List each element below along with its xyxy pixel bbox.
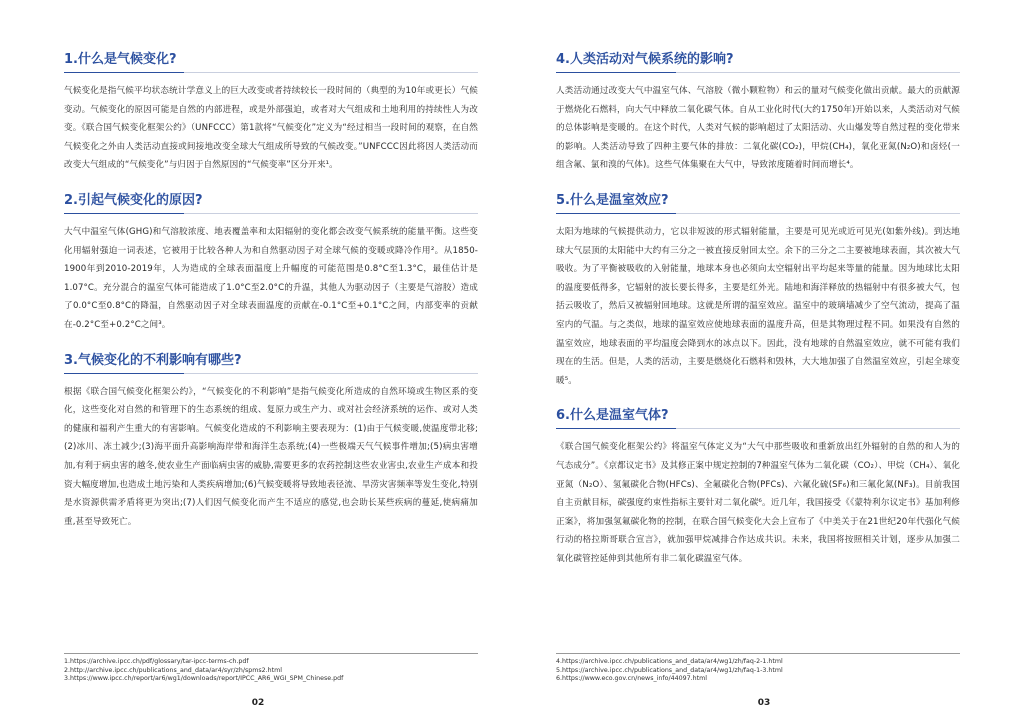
section-adverse-impacts bbox=[64, 349, 478, 532]
section-greenhouse-gases bbox=[556, 404, 960, 568]
section-body: 根据《联合国气候变化框架公约》，“气候变化的不利影响”是指气候变化所造成的自然环境或生物区系的变化，这些变化对自然的和管理下的生态系统的组成、复原力或生产力、或对社会经济系统的运作、或对人类的健康和福利产生重大的有害影响。气候变化造成的不利影响主要表现为：(1)由于气候变暖,使温度带北移;(2)冰川、冻土减少;(3)海平面升高影响海岸带和海洋生态系统;(4)一些极端天气气候事件增加;(5)病虫害增加,有利于病虫害的越冬,使农业生产面临病虫害的威胁,需要更多的农药控制这些农业害虫,农业生产成本和投资大幅度增加,也造成土地污染和人类疾病增加;(6)气候变暖将导致地表径流、旱涝灾害频率等发生变化,特别是水资源供需矛盾将更为突出;(7)人们因气候变化而产生不适应的感觉,也会助长某些疾病的蔓延,使病痛加重,甚至导致死亡。 bbox=[64, 386, 478, 527]
section-title: 6.什么是温室气体? bbox=[556, 404, 960, 429]
section-title: 3.气候变化的不利影响有哪些? bbox=[64, 349, 478, 374]
footnote-link[interactable]: 2.http://archive.ipcc.ch/publications_and_data/ar4/syr/zh/spms2.html bbox=[64, 666, 283, 674]
section-greenhouse-effect bbox=[556, 189, 960, 390]
footnotes bbox=[64, 653, 478, 684]
section-body: 人类活动通过改变大气中温室气体、气溶胶（微小颗粒物）和云的量对气候变化做出贡献。最大的贡献源于燃烧化石燃料，向大气中释放二氧化碳气体。自从工业化时代(大约1750年)开始以来，人类活动对气候的总体影响是变暖的。在这个时代，人类对气候的影响超过了太阳活动、火山爆发等自然过程的变化带来的影响。人类活动导致了四种主要气体的排放：二氧化碳(CO₂)，甲烷(CH₄)，氧化亚氮(N₂O)和卤烃(一组含氟、氯和溴的气体)。这些气体集聚在大气中，导致浓度随着时间而增长⁴。 bbox=[556, 86, 960, 171]
footnotes bbox=[556, 653, 960, 684]
page-number: 03 bbox=[757, 698, 771, 708]
footnote-link[interactable]: 1.https://archive.ipcc.ch/pdf/glossary/tar-ipcc-terms-ch.pdf bbox=[64, 658, 249, 666]
section-climate-change-causes bbox=[64, 189, 478, 335]
page-number: 02 bbox=[251, 698, 265, 708]
footnote-link[interactable]: 5.https://archive.ipcc.ch/publications_and_data/ar4/wg1/zh/faq-1-3.html bbox=[556, 666, 783, 674]
section-body: 《联合国气候变化框架公约》将温室气体定义为“大气中那些吸收和重新放出红外辐射的自然的和人为的气态成分”。《京都议定书》及其修正案中规定控制的7种温室气体为二氧化碳（CO₂）、甲烷（CH₄）、氧化亚氮（N₂O）、氢氟碳化合物(HFCs)、全氟碳化合物(PFCs)、六氟化硫(SF₆)和三氟化氮(NF₃)。目前我国自主贡献目标，碳强度约束性指标主要针对二氧化碳⁶。近几年，我国接受《《蒙特利尔议定书》基加利修正案》，将加强氢氟碳化物的控制，在联合国气候变化大会上宣布了《中美关于在21世纪20年代强化气候行动的格拉斯哥联合宣言》，就加强甲烷减排合作达成共识。未来，我国将按照相关计划，逐步从加强二氧化碳管控延伸到其他所有非二氧化碳温室气体。 bbox=[556, 442, 960, 564]
footnote-link[interactable]: 6.https://www.eco.gov.cn/news_info/44097.html bbox=[556, 675, 707, 683]
section-human-activity-impact bbox=[556, 48, 960, 175]
footnote-link[interactable]: 3.https://www.ipcc.ch/report/ar6/wg1/downloads/report/IPCC_AR6_WGI_SPM_Chinese.pdf bbox=[64, 675, 344, 683]
section-title: 1.什么是气候变化? bbox=[64, 48, 478, 73]
section-title: 5.什么是温室效应? bbox=[556, 189, 960, 214]
right-page bbox=[512, 0, 1024, 728]
section-body: 大气中温室气体(GHG)和气溶胶浓度、地表覆盖率和太阳辐射的变化都会改变气候系统的能量平衡。这些变化用辐射强迫一词表述，它被用于比较各种人为和自然驱动因子对全球气候的变暖或降冷作用²。从1850-1900年到2010-2019年，人为造成的全球表面温度上升幅度的可能范围是0.8°C至1.3°C，最佳估计是1.07°C。充分混合的温室气体可能造成了1.0°C至2.0°C的升温，其他人为驱动因子（主要是气溶胶）造成了0.0°C至0.8°C的降温，自然驱动因子对全球表面温度的贡献在-0.1°C至+0.1°C之间，内部变率的贡献在-0.2°C至+0.2°C之间³。 bbox=[64, 226, 478, 330]
section-title: 2.引起气候变化的原因? bbox=[64, 189, 478, 214]
section-climate-change-definition bbox=[64, 48, 478, 175]
footnote-link[interactable]: 4.https://archive.ipcc.ch/publications_and_data/ar4/wg1/zh/faq-2-1.html bbox=[556, 658, 783, 666]
section-body: 气候变化是指气候平均状态统计学意义上的巨大改变或者持续较长一段时间的（典型的为10年或更长）气候变动。气候变化的原因可能是自然的内部进程，或是外部强迫，或者对大气组成和土地利用的持续性人为改变。《联合国气候变化框架公约》（UNFCCC）第1款将“气候变化”定义为“经过相当一段时间的观察，在自然气候变化之外由人类活动直接或间接地改变全球大气组成所导致的气候改变。”UNFCCC因此将因人类活动而改变大气组成的“气候变化”与归因于自然原因的“气候变率”区分开来¹。 bbox=[64, 86, 478, 171]
section-title: 4.人类活动对气候系统的影响? bbox=[556, 48, 960, 73]
section-body: 太阳为地球的气候提供动力，它以非短波的形式辐射能量，主要是可见光或近可见光(如紫外线)。到达地球大气层顶的太阳能中大约有三分之一被直接反射回太空。余下的三分之二主要被地球表面，其次被大气吸收。为了平衡被吸收的入射能量，地球本身也必须向太空辐射出平均起来等量的能量。因为地球比太阳的温度要低得多，它辐射的波长要长得多，主要是红外光。陆地和海洋释放的热辐射中有很多被大气，包括云吸收了，然后又被辐射回地球。这就是所谓的温室效应。温室中的玻璃墙减少了空气流动，提高了温室内的气温。与之类似，地球的温室效应使地球表面的温度升高，但是其物理过程不同。如果没有自然的温室效应，地球表面的平均温度会降到水的冰点以下。因此，没有地球的自然温室效应，就不可能有我们现在的生活。但是，人类的活动，主要是燃烧化石燃料和毁林，大大地加强了自然温室效应，引起全球变暖⁵。 bbox=[556, 226, 960, 386]
